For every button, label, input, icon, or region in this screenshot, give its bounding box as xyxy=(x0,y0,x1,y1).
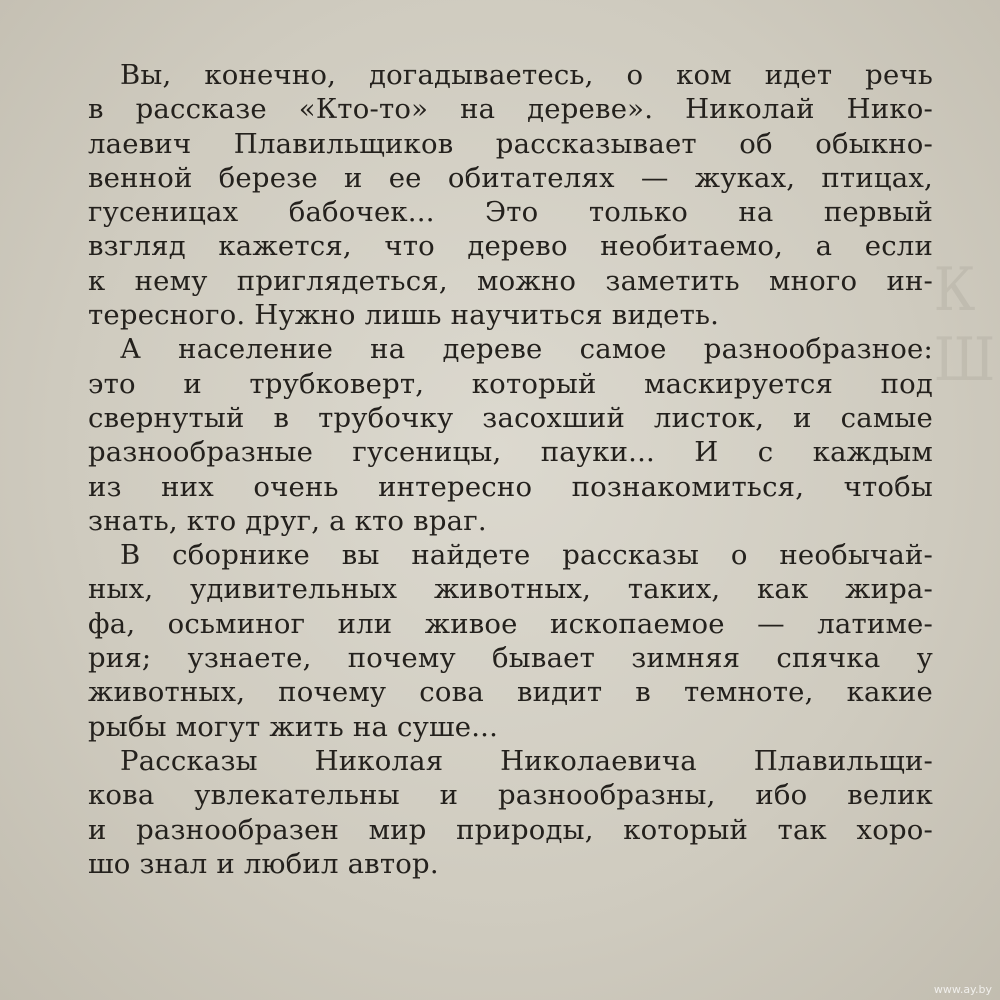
text-line: шо знал и любил автор. xyxy=(88,847,439,880)
text-line: Рассказы Николая Николаевича Плавильщи- xyxy=(120,744,933,777)
text-line: Вы, конечно, догадываетесь, о ком идет речь xyxy=(120,59,933,91)
text-line: ных, удивительных животных, таких, как жира- xyxy=(88,573,933,606)
text-line: и разнообразен мир природы, который так хоро- xyxy=(88,813,933,846)
text-line: из них очень интересно познакомиться, чтобы xyxy=(88,470,933,503)
text-line: свернутый в трубочку засохший листок, и самые xyxy=(88,401,933,434)
text-line: венной березе и ее обитателях — жуках, птицах, xyxy=(88,161,933,194)
watermark: www.ay.by xyxy=(933,983,992,996)
text-line: кова увлекательны и разнообразны, ибо велик xyxy=(88,779,933,812)
body-text xyxy=(88,58,933,881)
text-line: рия; узнаете, почему бывает зимняя спячка у xyxy=(88,642,933,675)
text-line: в рассказе «Кто-то» на дереве». Николай Нико- xyxy=(88,93,933,126)
text-line: тересного. Нужно лишь научиться видеть. xyxy=(88,299,720,332)
text-line: это и трубковерт, который маскируется под xyxy=(88,367,933,400)
text-line: А население на дереве самое разнообразное: xyxy=(120,333,933,366)
text-line: В сборнике вы найдете рассказы о необычай- xyxy=(120,539,933,572)
text-line: к нему приглядеться, можно заметить много ин- xyxy=(88,264,933,297)
text-line: лаевич Плавильщиков рассказывает об обыкно- xyxy=(88,127,933,160)
text-line: животных, почему сова видит в темноте, какие xyxy=(88,676,933,709)
text-line: рыбы могут жить на суше... xyxy=(88,710,499,743)
text-line: взгляд кажется, что дерево необитаемо, а если xyxy=(88,230,933,263)
show-through-text: К Ш xyxy=(933,255,999,395)
text-line: знать, кто друг, а кто враг. xyxy=(88,504,487,537)
text-line: фа, осьминог или живое ископаемое — латиме- xyxy=(88,607,933,640)
text-line: разнообразные гусеницы, пауки... И с каждым xyxy=(88,436,933,469)
text-line: гусеницах бабочек... Это только на первый xyxy=(88,196,933,229)
